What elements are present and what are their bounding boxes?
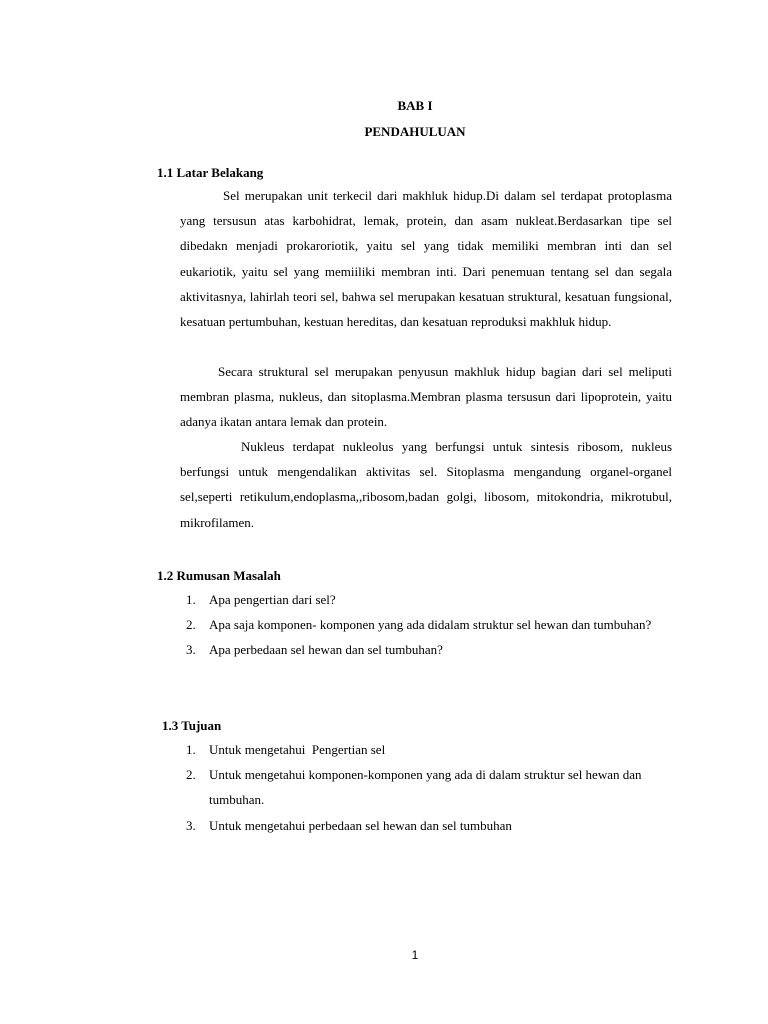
list-item [180, 813, 672, 838]
list-item-number: 2. [186, 767, 196, 783]
list-item-number: 1. [186, 592, 196, 607]
list-item-number: 3. [186, 817, 196, 833]
list-item-text: Apa perbedaan sel hewan dan sel tumbuhan? [209, 642, 443, 658]
list-item-text: Untuk mengetahui perbedaan sel hewan dan sel tumbuhan [209, 817, 512, 833]
section-heading-tujuan: 1.3 Tujuan [162, 718, 222, 733]
chapter-number: BAB I [397, 98, 433, 113]
list-item [180, 637, 672, 662]
list-item-text: Apa saja komponen- komponen yang ada didalam struktur sel hewan dan tumbuhan? [209, 617, 652, 633]
rumusan-masalah-list [180, 587, 672, 663]
section-heading-latar-belakang: 1.1 Latar Belakang [157, 165, 264, 180]
list-item [180, 612, 672, 637]
chapter-title: PENDAHULUAN [364, 124, 466, 139]
list-item [180, 737, 672, 762]
list-item-text: Untuk mengetahui komponen-komponen yang ada di dalam struktur sel hewan dan tumbuhan. [209, 767, 642, 808]
list-item [180, 587, 672, 612]
list-item-number: 2. [186, 617, 196, 633]
list-item-number: 1. [186, 742, 196, 757]
list-item-text: Untuk mengetahui Pengertian sel [209, 742, 386, 757]
paragraph-2: Secara struktural sel merupakan penyusun makhluk hidup bagian dari sel meliputi membran plasma, nukleus, dan sitoplasma.Membran plasma tersusun dari lipoprotein, yaitu adanya ikatan antara lemak dan protein. [180, 364, 672, 430]
list-item [180, 762, 672, 812]
paragraph-1: Sel merupakan unit terkecil dari makhluk hidup.Di dalam sel terdapat protoplasma yang tersusun atas karbohidrat, lemak, protein, dan asam nukleat.Berdasarkan tipe sel dibedakn menjadi prokaroriotik, yaitu sel yang tidak memiliki membran inti dan sel eukariotik, yaitu sel yang memiiliki membran inti. Dari penemuan tentang sel dan segala aktivitasnya, lahirlah teori sel, bahwa sel merupakan kesatuan struktural, kesatuan fungsional, kesatuan pertumbuhan, kestuan hereditas, dan kesatuan reproduksi makhluk hidup. [180, 188, 672, 330]
paragraph-3: Nukleus terdapat nukleolus yang berfungsi untuk sintesis ribosom, nukleus berfungsi untuk mengendalikan aktivitas sel. Sitoplasma mengandung organel-organel sel,seperti retikulum,endoplasma,,ribosom,badan golgi, libosom, mitokondria, mikrotubul, mikrofilamen. [180, 439, 672, 530]
page-number: 1 [411, 948, 419, 962]
tujuan-list [180, 737, 672, 838]
list-item-text: Apa pengertian dari sel? [209, 592, 336, 607]
section-heading-rumusan-masalah: 1.2 Rumusan Masalah [157, 568, 281, 583]
list-item-number: 3. [186, 642, 196, 658]
